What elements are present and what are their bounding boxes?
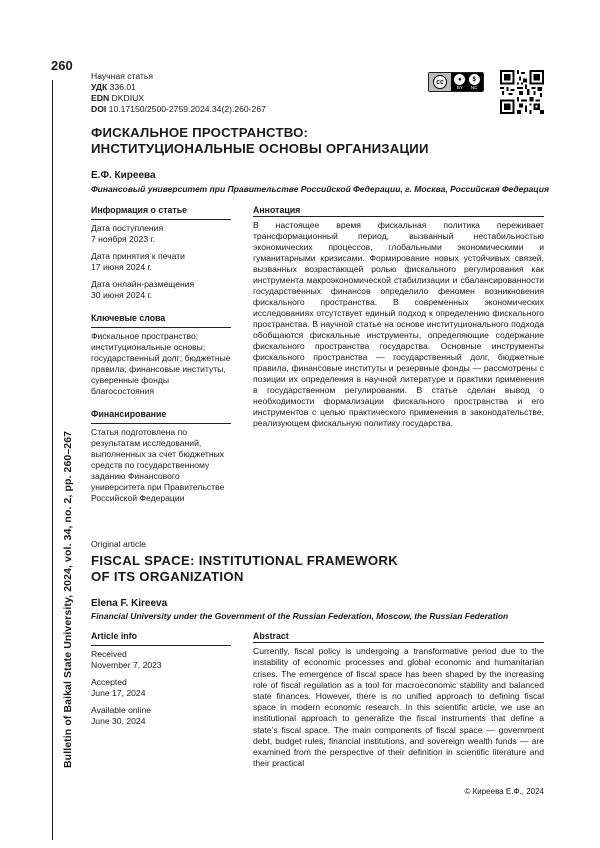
info-rule-ru xyxy=(91,219,231,220)
article-type: Научная статья xyxy=(91,71,154,81)
article-info-en xyxy=(91,631,231,727)
qr-code-icon[interactable] xyxy=(500,70,544,114)
title-ru-line2: ИНСТИТУЦИОНАЛЬНЫЕ ОСНОВЫ ОРГАНИЗАЦИИ xyxy=(91,140,429,156)
original-article-label: Original article xyxy=(91,539,146,549)
accepted-label-en: Accepted xyxy=(91,677,127,687)
online-date-en: June 30, 2024 xyxy=(91,716,146,726)
online-date-ru: 30 июня 2024 г. xyxy=(91,290,152,300)
funding-section-ru xyxy=(91,409,231,504)
edn-line xyxy=(91,93,266,104)
doi-value[interactable]: 10.17150/2500-2759.2024.34(2).260-267 xyxy=(108,104,266,114)
funding-rule-ru xyxy=(91,423,231,424)
attribution-icon: ● xyxy=(454,74,465,85)
funding-text-ru: Статья подготовлена по результатам исследований, выполненных за счет бюджетных средств по государственному заданию Финансового университета при Правительстве Российской Федерации xyxy=(91,427,225,503)
info-section-ru xyxy=(91,205,231,301)
running-head: Bulletin of Baikal State University, 2024, vol. 34, no. 2, pp. 260–267 xyxy=(62,430,74,768)
abstract-rule-ru xyxy=(253,216,544,217)
keywords-section-ru xyxy=(91,313,231,397)
affiliation-ru: Финансовый университет при Правительстве Российской Федерации, г. Москва, Российская Федерация xyxy=(91,184,549,194)
cc-badge-left xyxy=(429,73,451,91)
side-rule xyxy=(52,80,53,840)
nc-label: NC xyxy=(470,85,478,90)
received-label-ru: Дата поступления xyxy=(91,223,164,233)
udk-line xyxy=(91,82,266,93)
edn-value: DKDIUX xyxy=(111,93,145,103)
affiliation-en: Financial University under the Government of the Russian Federation, Moscow, the Russian Federation xyxy=(91,611,509,621)
abstract-text-en: Currently, fiscal policy is undergoing a transformative period due to the instability of economic processes and global economic and humanitarian crises. The emergence of fiscal space has been shaped by the increasing role of fiscal regulation as a tool for macroeconomic stability and balanced state finances. However, there is no unified approach to defining fiscal space in modern economic research. In this scientific article, we use an institutional approach to generalize the fiscal instruments that define a state’s fiscal space. The main components of fiscal space — government debt, budget rules, financial institutions, and sovereign wealth funds — are examined from the perspective of their definition in scientific literature and their practical xyxy=(253,646,544,769)
cc-icon: cc xyxy=(433,75,447,89)
keywords-ru: Фискальное пространство; институциональные основы; государственный долг; бюджетные правила; финансовые институты, суверенные фонды благосостояния xyxy=(91,331,231,396)
online-label-ru: Дата онлайн-размещения xyxy=(91,279,195,289)
title-ru-line1: ФИСКАЛЬНОЕ ПРОСТРАНСТВО: xyxy=(91,125,309,140)
received-date-ru: 7 ноября 2023 г. xyxy=(91,234,155,244)
doi-line xyxy=(91,104,266,115)
abstract-ru xyxy=(253,205,544,429)
udk-label: УДК xyxy=(91,82,108,92)
article-title-ru xyxy=(91,125,429,156)
author-en: Elena F. Kireeva xyxy=(91,598,168,609)
udk-value: 336.01 xyxy=(109,82,136,92)
funding-heading-ru: Финансирование xyxy=(91,409,167,419)
doi-label: DOI xyxy=(91,104,107,114)
info-rule-en xyxy=(91,645,231,646)
title-en-line1: FISCAL SPACE: INSTITUTIONAL FRAMEWORK xyxy=(91,553,399,568)
noncommercial-icon: $ xyxy=(469,74,480,85)
received-label-en: Received xyxy=(91,649,127,659)
author-ru: Е.Ф. Киреева xyxy=(91,170,156,181)
title-en-line2: OF ITS ORGANIZATION xyxy=(91,568,244,584)
accepted-date-en: June 17, 2024 xyxy=(91,688,146,698)
page-number: 260 xyxy=(51,58,73,73)
article-meta xyxy=(91,71,266,115)
nc-group xyxy=(469,74,480,90)
cc-badge-right xyxy=(451,73,483,91)
info-heading-en: Article info xyxy=(91,631,137,641)
keywords-heading-ru: Ключевые слова xyxy=(91,313,166,323)
abstract-heading-ru: Аннотация xyxy=(253,205,301,215)
by-label: BY xyxy=(456,85,463,90)
info-heading-ru: Информация о статье xyxy=(91,205,188,215)
online-label-en: Available online xyxy=(91,705,152,715)
edn-label: EDN xyxy=(91,93,110,103)
article-info-ru xyxy=(91,205,231,516)
article-title-en xyxy=(91,553,398,584)
keywords-rule-ru xyxy=(91,327,231,328)
accepted-date-ru: 17 июня 2024 г. xyxy=(91,262,152,272)
copyright-notice: © Киреева Е.Ф., 2024 xyxy=(464,787,544,796)
abstract-en xyxy=(253,631,544,769)
abstract-text-ru: В настоящее время фискальная политика переживает трансформационный период, вызванный нестабильностью экономических процессов, глобальными экономическими и гуманитарными кризисами. Формирование новых устойчивых связей, вызванных возрастающей ролью фискального регулирования как инструмента макроэкономической стабилизации и сбалансированности государственных финансов определило феномен возникновения фискального пространства. В современных экономических исследованиях отсутствует единый подход к определению фискального пространства. В научной статье на основе институционального подхода обобщаются фискальные инструменты, определяющие содержание фискального пространства государства. Основные инструменты фискального пространства — государственный долг, бюджетные правила, финансовые институты и резервные фонды — рассмотрены с позиции их определения в научной литературе и практики применения в государственном регулировании. В статье сделан вывод о необходимости формализации фискального пространства и его инструментов с целью практического применения в законодательстве, реализующем фискальную политику государства. xyxy=(253,220,544,428)
accepted-label-ru: Дата принятия к печати xyxy=(91,251,185,261)
cc-license-badge[interactable] xyxy=(428,72,484,92)
received-date-en: November 7, 2023 xyxy=(91,660,162,670)
abstract-heading-en: Abstract xyxy=(253,631,289,641)
abstract-rule-en xyxy=(253,642,544,643)
by-group xyxy=(454,74,465,90)
